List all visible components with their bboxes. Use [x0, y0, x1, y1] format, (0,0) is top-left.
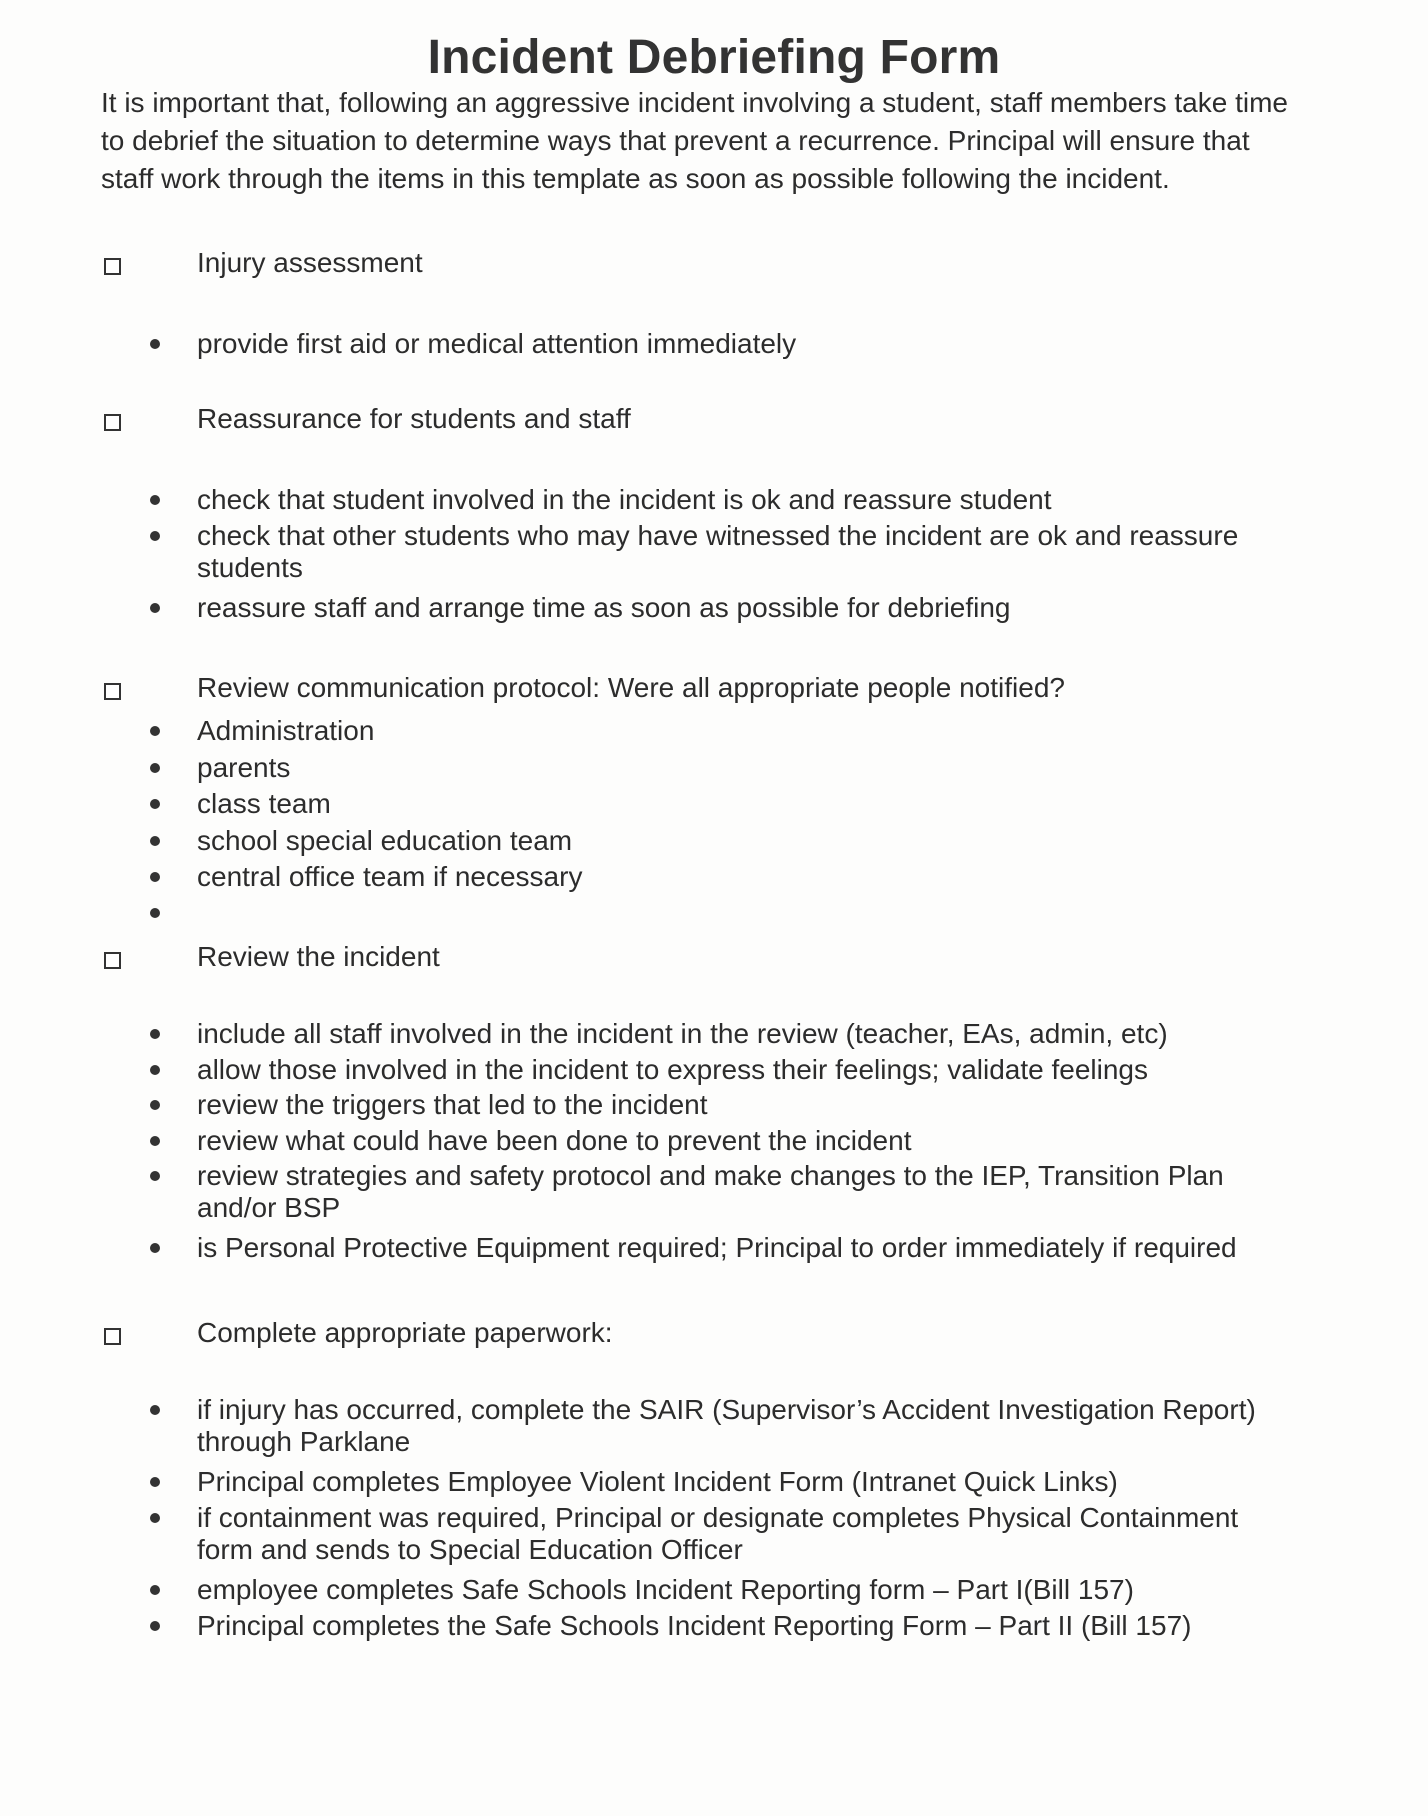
intro-paragraph — [101, 84, 1371, 198]
list-item-text: Principal completes the Safe Schools Incident Reporting Form – Part II (Bill 157) — [197, 1610, 1192, 1641]
list-item-text: class team — [197, 788, 331, 819]
list-item-text: is Personal Protective Equipment required; Principal to order immediately if required — [197, 1232, 1237, 1263]
page-title: Incident Debriefing Form — [427, 31, 1001, 85]
bullet-icon — [150, 531, 160, 541]
bullet-icon — [150, 1136, 160, 1146]
list-item-text: include all staff involved in the incident in the review (teacher, EAs, admin, etc) — [197, 1018, 1168, 1049]
bullet-icon — [150, 1100, 160, 1110]
bullet-icon — [150, 872, 160, 882]
list-item-text: Administration — [197, 715, 375, 746]
list-item-text: review the triggers that led to the incident — [197, 1089, 708, 1120]
bullet-icon — [150, 799, 160, 809]
section-checkbox[interactable] — [104, 952, 121, 969]
list-item-text: provide first aid or medical attention immediately — [197, 328, 797, 359]
list-item-text: and/or BSP — [197, 1192, 341, 1223]
section-title: Complete appropriate paperwork: — [197, 1317, 613, 1348]
section-checkbox[interactable] — [104, 414, 121, 431]
bullet-icon — [150, 908, 160, 918]
bullet-icon — [150, 1477, 160, 1487]
bullet-icon — [150, 1513, 160, 1523]
list-item-text: parents — [197, 752, 291, 783]
bullet-icon — [150, 339, 160, 349]
list-item-text: if containment was required, Principal or designate completes Physical Containment — [197, 1502, 1239, 1533]
bullet-icon — [150, 726, 160, 736]
section-title: Injury assessment — [197, 247, 423, 278]
section-title: Review the incident — [197, 941, 440, 972]
section-title: Reassurance for students and staff — [197, 403, 631, 434]
bullet-icon — [150, 1405, 160, 1415]
list-item-text: Principal completes Employee Violent Incident Form (Intranet Quick Links) — [197, 1466, 1118, 1497]
list-item-text: if injury has occurred, complete the SAIR (Supervisor’s Accident Investigation Report) — [197, 1394, 1256, 1425]
bullet-icon — [150, 1171, 160, 1181]
bullet-icon — [150, 1065, 160, 1075]
section-checkbox[interactable] — [104, 683, 121, 700]
list-item-text: school special education team — [197, 825, 573, 856]
bullet-icon — [150, 1029, 160, 1039]
list-item-text: review what could have been done to prevent the incident — [197, 1125, 912, 1156]
bullet-icon — [150, 1585, 160, 1595]
list-item-text: students — [197, 552, 303, 583]
list-item-text: allow those involved in the incident to express their feelings; validate feelings — [197, 1054, 1149, 1085]
intro-line: staff work through the items in this template as soon as possible following the incident. — [101, 163, 1170, 194]
list-item-text: reassure staff and arrange time as soon as possible for debriefing — [197, 592, 1011, 623]
bullet-icon — [150, 836, 160, 846]
intro-line: It is important that, following an aggressive incident involving a student, staff members take time — [101, 87, 1288, 118]
list-item-text: check that student involved in the incident is ok and reassure student — [197, 484, 1052, 515]
bullet-icon — [150, 1243, 160, 1253]
bullet-icon — [150, 495, 160, 505]
intro-line: to debrief the situation to determine ways that prevent a recurrence. Principal will ensure that — [101, 125, 1250, 156]
bullet-icon — [150, 763, 160, 773]
list-item-text: review strategies and safety protocol and make changes to the IEP, Transition Plan — [197, 1160, 1224, 1191]
bullet-icon — [150, 1621, 160, 1631]
list-item-text: employee completes Safe Schools Incident Reporting form – Part I(Bill 157) — [197, 1574, 1134, 1605]
list-item-text: through Parklane — [197, 1426, 411, 1457]
list-item-text: central office team if necessary — [197, 861, 583, 892]
list-item-text: check that other students who may have witnessed the incident are ok and reassure — [197, 520, 1239, 551]
section-title: Review communication protocol: Were all appropriate people notified? — [197, 672, 1065, 703]
bullet-icon — [150, 603, 160, 613]
section-checkbox[interactable] — [104, 258, 121, 275]
list-item-text: form and sends to Special Education Officer — [197, 1534, 743, 1565]
section-checkbox[interactable] — [104, 1328, 121, 1345]
